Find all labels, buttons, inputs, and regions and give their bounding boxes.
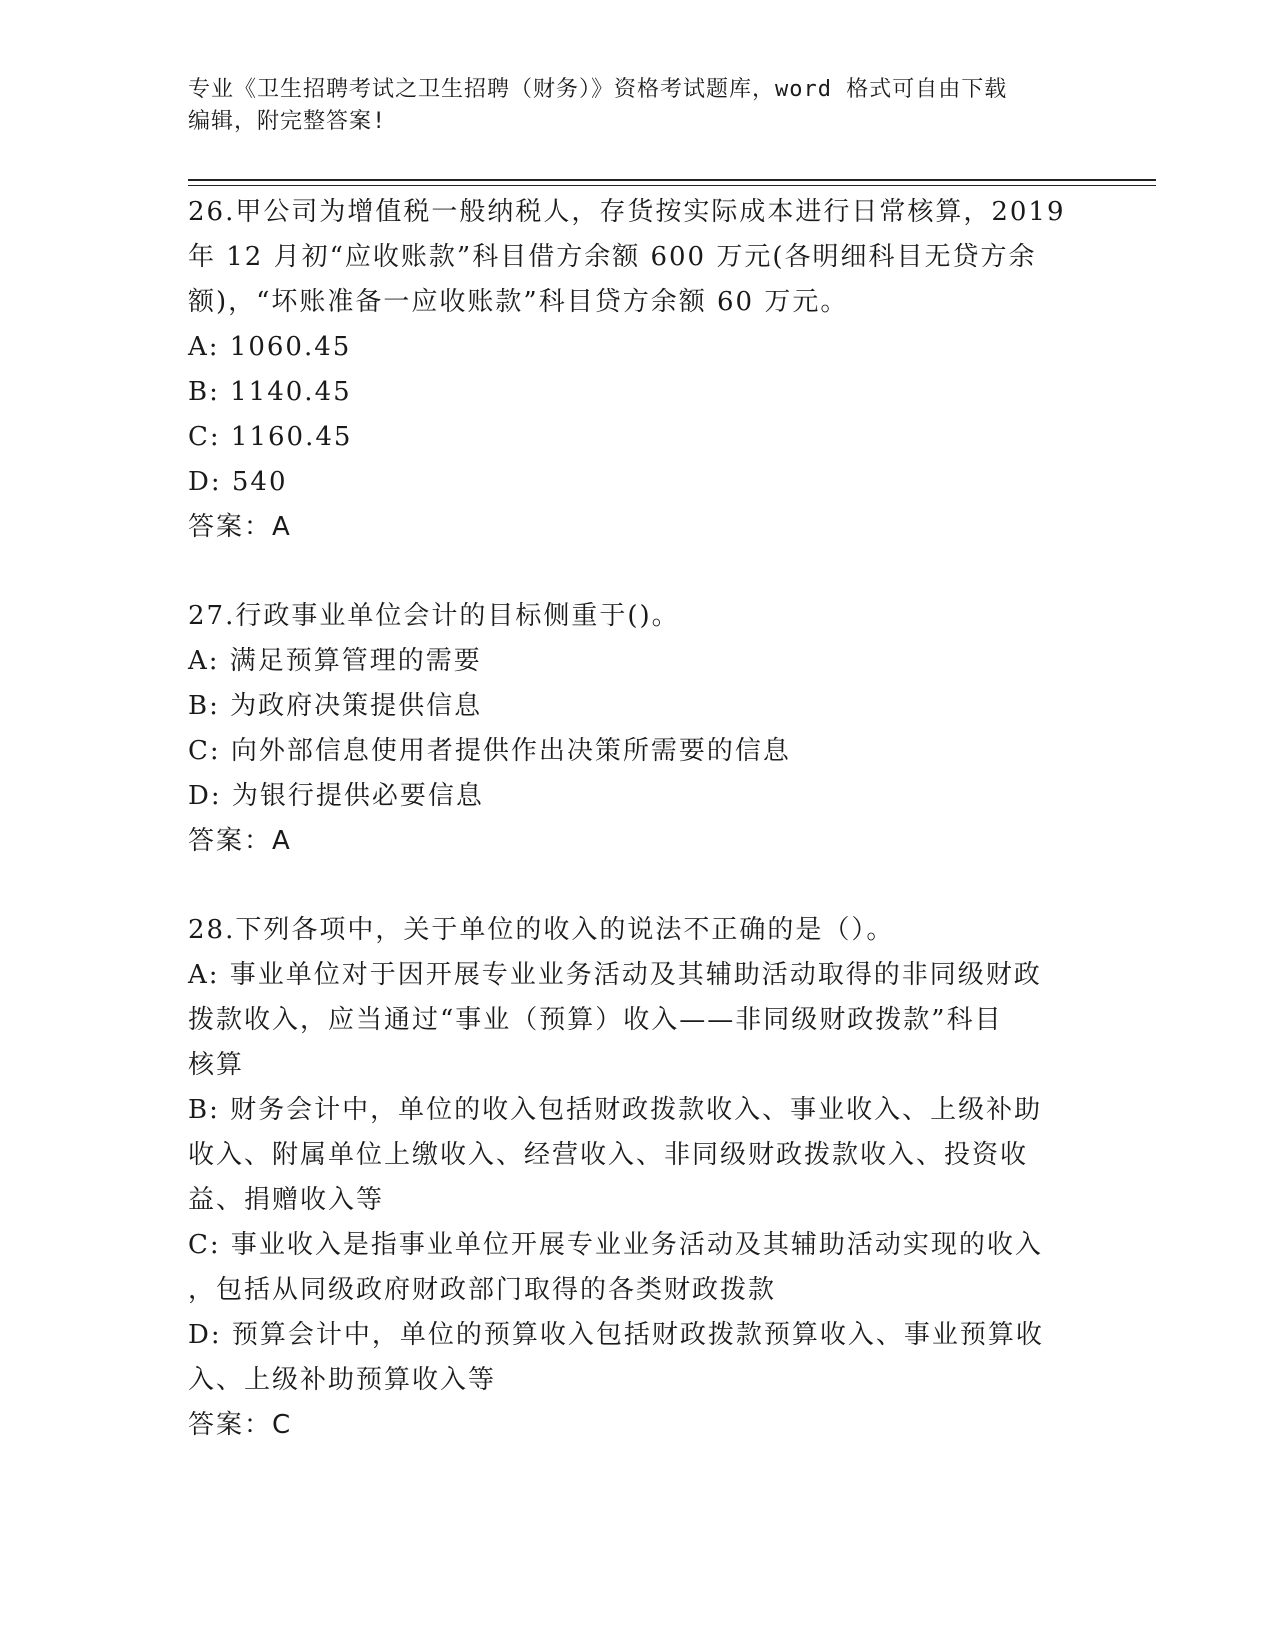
option-c: C: 向外部信息使用者提供作出决策所需要的信息 (188, 736, 791, 766)
question-26 (188, 190, 1088, 550)
option-a: A: 满足预算管理的需要 (188, 646, 482, 676)
option-a: A: 1060.45 (188, 332, 352, 362)
option-b: B: 财务会计中，单位的收入包括财政拨款收入、事业收入、上级补助 (188, 1095, 1043, 1125)
document-header (188, 74, 1078, 138)
question-28 (188, 908, 1088, 1448)
question-list (188, 190, 1088, 1448)
header-divider-thin (188, 185, 1156, 186)
option-d: D: 540 (188, 467, 288, 497)
option-b-continued: 收入、附属单位上缴收入、经营收入、非同级财政拨款收入、投资收 (188, 1140, 1029, 1170)
answer: 答案：C (188, 1410, 293, 1440)
option-a-continued: 核算 (188, 1050, 245, 1080)
question-stem-line: 26.甲公司为增值税一般纳税人，存货按实际成本进行日常核算，2019 (188, 197, 1066, 227)
header-divider-thick (188, 179, 1156, 181)
option-d-continued: 入、上级补助预算收入等 (188, 1365, 497, 1395)
option-c: C: 1160.45 (188, 422, 353, 452)
question-stem-line: 额)，“坏账准备一应收账款”科目贷方余额 60 万元。 (188, 287, 849, 317)
option-c-continued: ，包括从同级政府财政部门取得的各类财政拨款 (188, 1275, 777, 1305)
header-line-2: 编辑，附完整答案! (188, 109, 387, 134)
option-b: B: 为政府决策提供信息 (188, 691, 483, 721)
answer: 答案：A (188, 512, 292, 542)
option-a: A: 事业单位对于因开展专业业务活动及其辅助活动取得的非同级财政 (188, 960, 1042, 990)
option-d: D: 为银行提供必要信息 (188, 781, 484, 811)
question-stem-line: 年 12 月初“应收账款”科目借方余额 600 万元(各明细科目无贷方余 (188, 242, 1037, 272)
option-c: C: 事业收入是指事业单位开展专业业务活动及其辅助活动实现的收入 (188, 1230, 1043, 1260)
question-stem-line: 28.下列各项中，关于单位的收入的说法不正确的是（）。 (188, 915, 895, 945)
option-a-continued: 拨款收入，应当通过“事业（预算）收入——非同级财政拨款”科目 (188, 1005, 1003, 1035)
option-d: D: 预算会计中，单位的预算收入包括财政拨款预算收入、事业预算收 (188, 1320, 1044, 1350)
question-27 (188, 594, 1088, 864)
option-b: B: 1140.45 (188, 377, 352, 407)
header-line-1: 专业《卫生招聘考试之卫生招聘（财务）》资格考试题库，word 格式可自由下载 (188, 77, 1008, 102)
question-stem-line: 27.行政事业单位会计的目标侧重于()。 (188, 601, 680, 631)
option-b-continued: 益、捐赠收入等 (188, 1185, 385, 1215)
answer: 答案：A (188, 826, 292, 856)
